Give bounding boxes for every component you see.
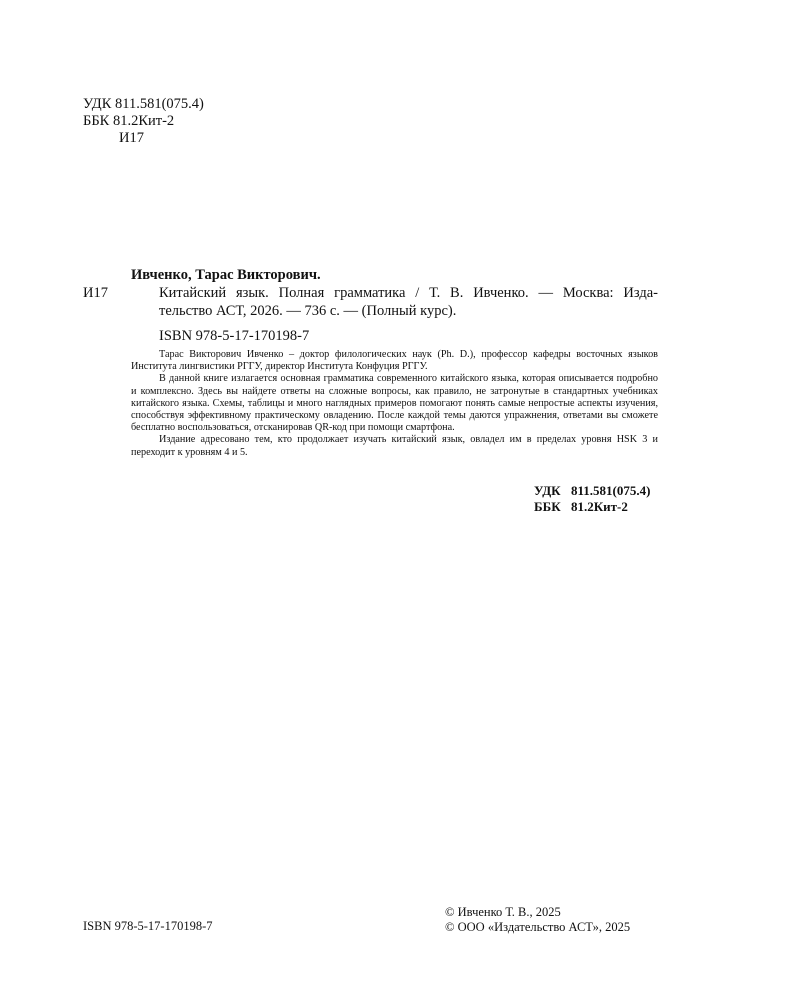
author-mark: И17 <box>119 130 144 146</box>
classification-index <box>534 483 650 515</box>
bbk-code: ББК 81.2Кит-2 <box>83 113 175 129</box>
catalog-isbn: ISBN 978-5-17-170198-7 <box>159 328 310 344</box>
annotation-paragraph-content: В данной книге излагается основная грамматика современного китайского языка, которая описывается подробно и комплексно. Здесь вы найдете ответы на сложные вопросы, как правило, не затронутые в стандартных учебниках китайского языка. Схемы, таблицы и много наглядных примеров помогают понять самые непростые аспекты изучения, способствуя эффективному практическому овладению. После каждой темы даются упражнения, ответами вы сможете бесплатно воспользоваться, отсканировав QR-код при помощи смартфона. <box>131 373 658 434</box>
top-classification-codes <box>83 96 204 147</box>
catalog-title-line-1: Китайский язык. Полная грамматика / Т. В. Ивченко. — Москва: Изда- <box>159 285 658 301</box>
copyright-publisher: © ООО «Издательство АСТ», 2025 <box>445 920 631 934</box>
catalog-author: Ивченко, Тарас Викторович. <box>131 267 321 283</box>
annotation-paragraph-audience: Издание адресовано тем, кто продолжает изучать китайский язык, овладел им в пределах уровня HSK 3 и переходит к уровням 4 и 5. <box>131 434 658 458</box>
copyright-author: © Ивченко Т. В., 2025 <box>445 905 561 919</box>
udk-code: УДК 811.581(075.4) <box>83 96 204 112</box>
footer-isbn: ISBN 978-5-17-170198-7 <box>83 919 213 933</box>
catalog-title-line-2: тельство АСТ, 2026. — 736 с. — (Полный курс). <box>159 303 457 319</box>
udk-value: 811.581(075.4) <box>571 483 651 498</box>
catalog-author-mark: И17 <box>83 285 108 301</box>
udk-label: УДК <box>534 483 561 498</box>
catalog-title <box>131 284 658 320</box>
bbk-label: ББК <box>534 499 561 514</box>
copyright-block <box>445 905 630 935</box>
annotation-paragraph-author: Тарас Викторович Ивченко – доктор филологических наук (Ph. D.), профессор кафедры восточных языков Института лингвистики РГГУ, директор Института Конфуция РГГУ. <box>131 349 658 373</box>
bbk-value: 81.2Кит-2 <box>571 499 628 514</box>
annotation <box>131 349 658 459</box>
